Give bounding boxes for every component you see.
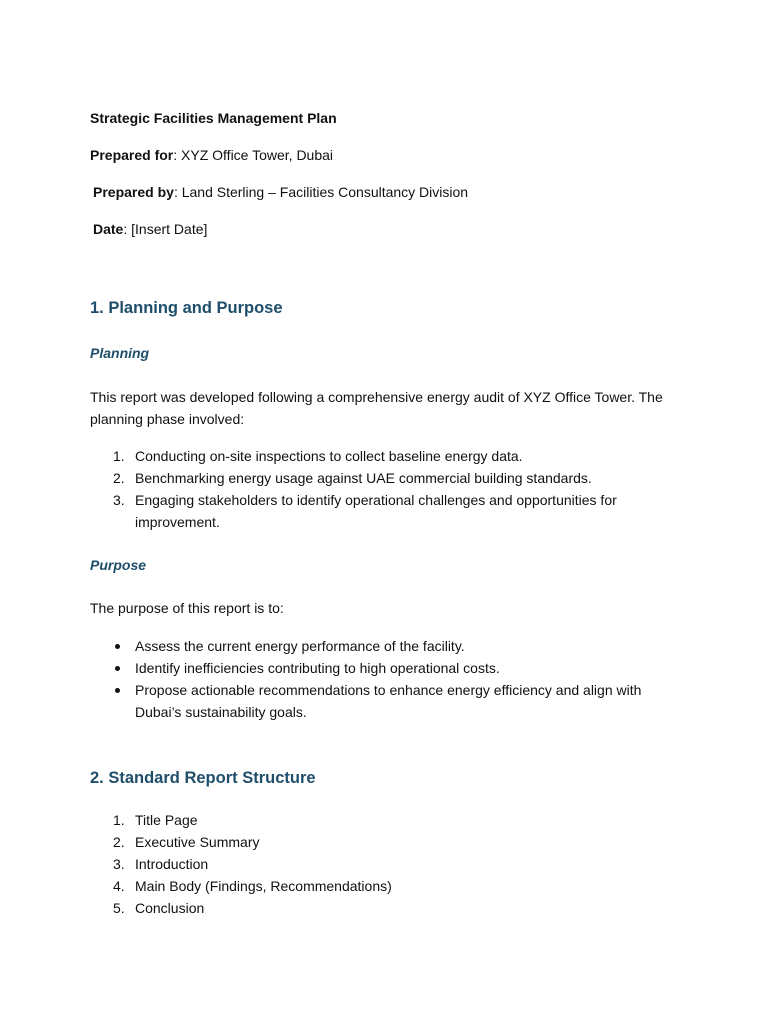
list-item-text: Title Page xyxy=(135,812,198,828)
list-item-text: Conclusion xyxy=(135,900,205,916)
list-number: 5. xyxy=(113,900,125,916)
list-item xyxy=(90,635,680,657)
list-item xyxy=(90,467,660,489)
section-1-heading: 1. Planning and Purpose xyxy=(90,299,283,317)
list-number: 1. xyxy=(113,812,125,828)
list-item xyxy=(90,831,690,853)
list-item xyxy=(90,897,690,919)
bullet-icon xyxy=(115,688,120,693)
bullet-icon xyxy=(115,666,120,671)
list-number: 3. xyxy=(113,856,125,872)
list-number: 3. xyxy=(113,492,125,508)
planning-subheading: Planning xyxy=(90,345,150,361)
list-number: 4. xyxy=(113,878,125,894)
planning-list xyxy=(90,445,660,533)
report-structure-list xyxy=(90,809,690,919)
purpose-intro: The purpose of this report is to: xyxy=(90,600,284,616)
list-item-text: Engaging stakeholders to identify operational challenges and opportunities for improvement. xyxy=(135,492,617,530)
list-number: 1. xyxy=(113,448,125,464)
list-number: 2. xyxy=(113,470,125,486)
prepared-by-line xyxy=(93,183,468,201)
list-item xyxy=(90,489,660,533)
list-item xyxy=(90,679,680,723)
planning-intro: This report was developed following a comprehensive energy audit of XYZ Office Tower. The planning phase involved: xyxy=(90,389,663,427)
list-item-text: Executive Summary xyxy=(135,834,260,850)
prepared-by-label: Prepared by xyxy=(93,184,174,200)
date-label: Date xyxy=(93,221,124,237)
list-item-text: Assess the current energy performance of the facility. xyxy=(135,638,465,654)
list-item xyxy=(90,809,690,831)
date-line xyxy=(93,220,207,238)
list-item-text: Benchmarking energy usage against UAE commercial building standards. xyxy=(135,470,592,486)
list-number: 2. xyxy=(113,834,125,850)
document-title: Strategic Facilities Management Plan xyxy=(90,110,337,126)
list-item-text: Introduction xyxy=(135,856,209,872)
list-item xyxy=(90,445,660,467)
purpose-subheading: Purpose xyxy=(90,557,147,573)
list-item-text: Main Body (Findings, Recommendations) xyxy=(135,878,392,894)
section-2-heading: 2. Standard Report Structure xyxy=(90,769,316,787)
prepared-for-value: : XYZ Office Tower, Dubai xyxy=(173,147,334,163)
list-item-text: Conducting on-site inspections to collect baseline energy data. xyxy=(135,448,523,464)
date-value: : [Insert Date] xyxy=(123,221,208,237)
purpose-list xyxy=(90,635,680,723)
list-item-text: Propose actionable recommendations to enhance energy efficiency and align with Dubai’s sustainability goals. xyxy=(135,682,642,720)
list-item xyxy=(90,657,680,679)
bullet-icon xyxy=(115,644,120,649)
list-item xyxy=(90,853,690,875)
prepared-for-line xyxy=(90,146,333,164)
prepared-by-value: : Land Sterling – Facilities Consultancy Division xyxy=(173,184,469,200)
prepared-for-label: Prepared for xyxy=(90,147,174,163)
list-item xyxy=(90,875,690,897)
list-item-text: Identify inefficiencies contributing to high operational costs. xyxy=(135,660,500,676)
